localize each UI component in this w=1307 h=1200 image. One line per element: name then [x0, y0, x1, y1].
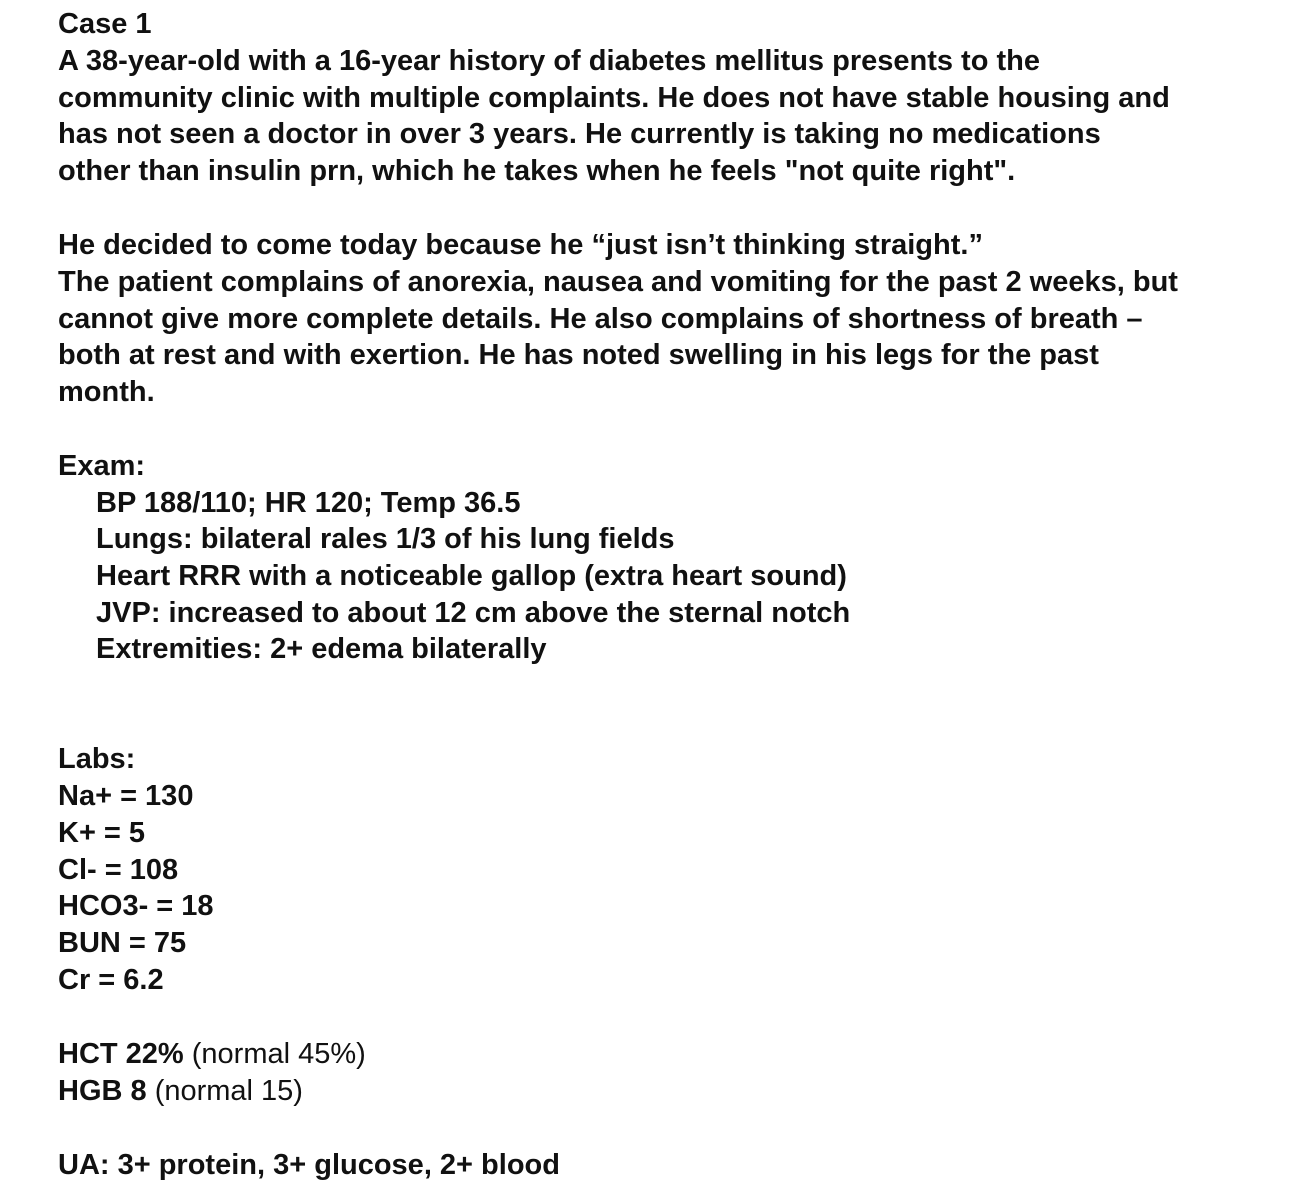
history-line-3: cannot give more complete details. He also complains of shortness of breath – — [58, 303, 1143, 335]
exam-heading: Exam: — [58, 450, 146, 482]
lab-chloride: Cl- = 108 — [58, 854, 179, 886]
history-line-4: both at rest and with exertion. He has noted swelling in his legs for the past — [58, 339, 1099, 371]
lab-bun: BUN = 75 — [58, 927, 187, 959]
history-line-5: month. — [58, 376, 155, 408]
history-line-2: The patient complains of anorexia, nausea and vomiting for the past 2 weeks, but — [58, 266, 1178, 298]
intro-line-3: has not seen a doctor in over 3 years. He currently is taking no medications — [58, 118, 1101, 150]
lab-hgb-note: (normal 15) — [146, 1075, 303, 1107]
lab-potassium: K+ = 5 — [58, 817, 146, 849]
lab-bicarbonate: HCO3- = 18 — [58, 890, 214, 922]
exam-item-vitals: BP 188/110; HR 120; Temp 36.5 — [96, 487, 521, 519]
intro-line-4: other than insulin prn, which he takes when he feels "not quite right". — [58, 155, 1016, 187]
lab-hct-value: HCT 22% — [58, 1038, 184, 1070]
exam-item-extremities: Extremities: 2+ edema bilaterally — [96, 633, 547, 665]
lab-urinalysis: UA: 3+ protein, 3+ glucose, 2+ blood — [58, 1149, 560, 1181]
intro-line-1: A 38-year-old with a 16-year history of diabetes mellitus presents to the — [58, 45, 1040, 77]
lab-hct — [58, 1036, 366, 1072]
exam-item-lungs: Lungs: bilateral rales 1/3 of his lung fields — [96, 523, 675, 555]
lab-creatinine: Cr = 6.2 — [58, 964, 164, 996]
intro-line-2: community clinic with multiple complaints. He does not have stable housing and — [58, 82, 1170, 114]
lab-sodium: Na+ = 130 — [58, 780, 194, 812]
lab-hct-note: (normal 45%) — [183, 1038, 366, 1070]
labs-heading: Labs: — [58, 743, 136, 775]
lab-hgb — [58, 1073, 303, 1109]
case-title: Case 1 — [58, 8, 152, 40]
lab-hgb-value: HGB 8 — [58, 1075, 147, 1107]
exam-item-heart: Heart RRR with a noticeable gallop (extra heart sound) — [96, 560, 847, 592]
history-line-1: He decided to come today because he “just isn’t thinking straight.” — [58, 229, 983, 261]
exam-item-jvp: JVP: increased to about 12 cm above the sternal notch — [96, 597, 851, 629]
